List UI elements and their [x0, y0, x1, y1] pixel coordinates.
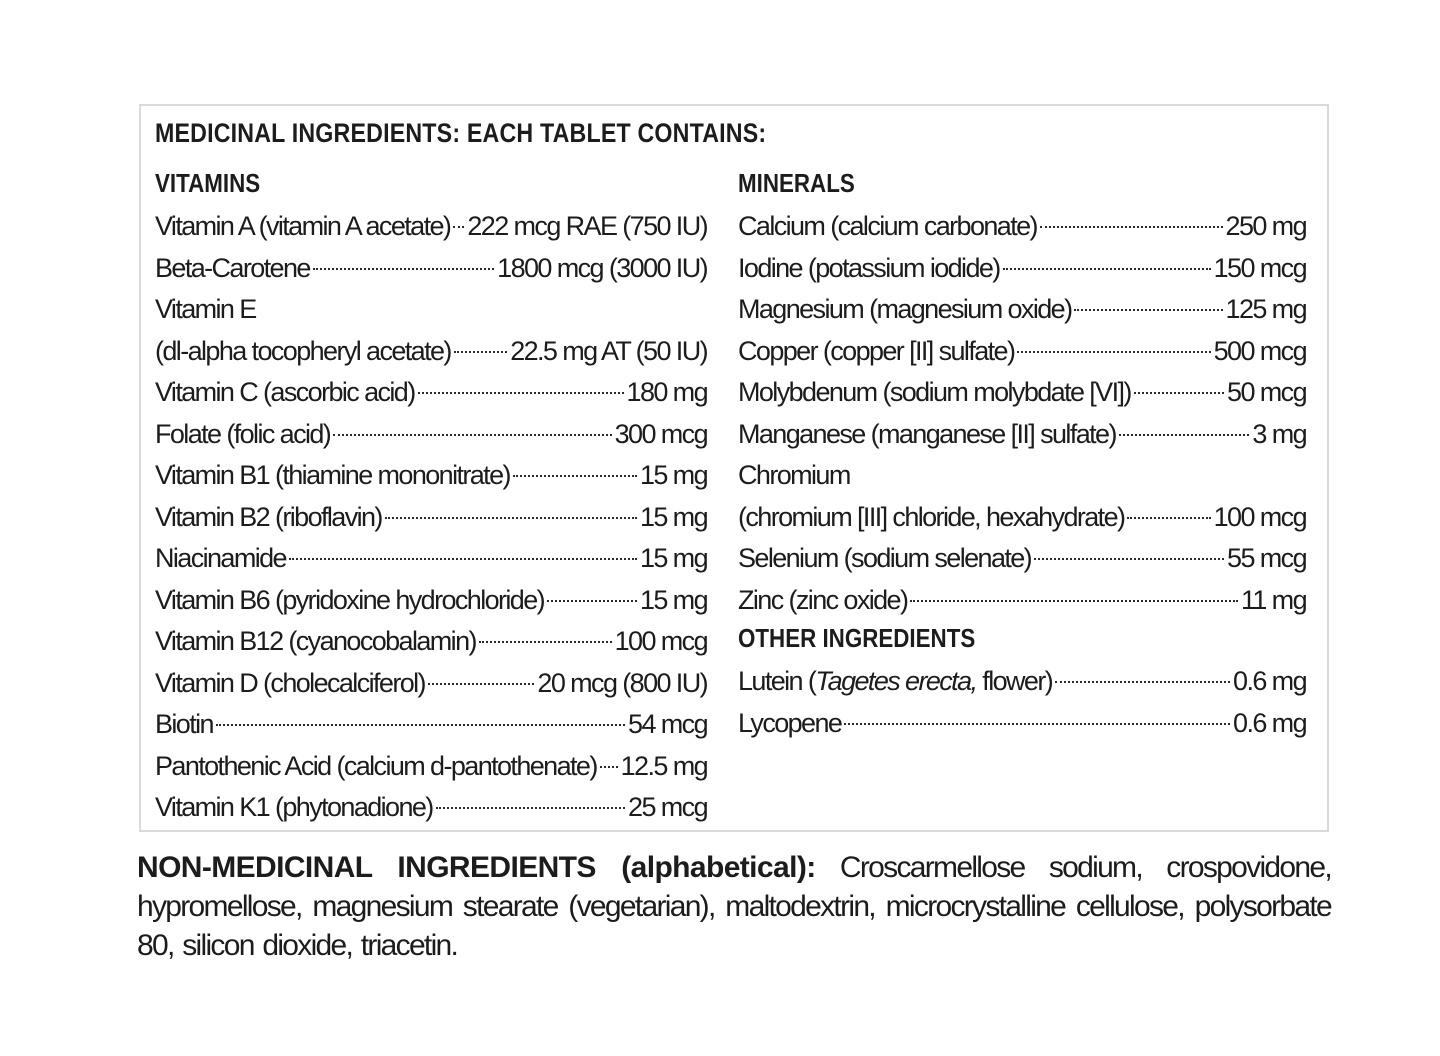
ingredient-name: Lutein (Tagetes erecta, flower): [738, 666, 1053, 696]
ingredient-amount: 15 mg: [639, 501, 707, 532]
ingredient-row: [738, 661, 1306, 703]
ingredient-amount: 20 mcg (800 IU): [537, 667, 707, 698]
leader-dots: [436, 807, 625, 809]
ingredient-name: Calcium (calcium carbonate): [738, 211, 1037, 241]
ingredient-row: [155, 331, 707, 373]
ingredient-row: [155, 497, 707, 539]
panel-title: MEDICINAL INGREDIENTS: EACH TABLET CONTAINS:: [155, 118, 767, 148]
leader-dots: [313, 268, 494, 270]
ingredient-amount: 0.6 mg: [1233, 666, 1306, 696]
ingredient-row: [155, 538, 707, 580]
ingredient-amount: 3 mg: [1252, 418, 1306, 449]
ingredient-row: [738, 497, 1306, 539]
ingredient-name: Biotin: [155, 709, 213, 739]
ingredient-name: Vitamin B1 (thiamine mononitrate): [155, 460, 510, 490]
leader-dots: [1134, 392, 1224, 394]
ingredient-name: Zinc (zinc oxide): [738, 584, 908, 615]
non-medicinal-ingredients: [137, 848, 1331, 965]
ingredient-row: [738, 538, 1306, 580]
leader-dots: [1017, 351, 1210, 353]
botanical-name: Tagetes erecta,: [815, 666, 977, 696]
ingredient-amount: 15 mg: [639, 543, 707, 573]
ingredient-name: Niacinamide: [155, 543, 286, 573]
ingredient-name: Molybdenum (sodium molybdate [VI]): [738, 377, 1131, 407]
ingredient-row: [155, 414, 707, 456]
ingredient-name: Folate (folic acid): [155, 418, 331, 449]
ingredient-name: Vitamin B6 (pyridoxine hydrochloride): [155, 584, 545, 615]
ingredient-name: Lycopene: [738, 707, 842, 738]
ingredient-amount: 100 mcg: [614, 626, 707, 656]
ingredient-amount: 222 mcg RAE (750 IU): [467, 211, 707, 241]
ingredient-name: Vitamin B2 (riboflavin): [155, 501, 382, 532]
leader-dots: [910, 600, 1238, 602]
leader-dots: [479, 641, 612, 643]
minerals-column: [738, 166, 1306, 744]
ingredient-amount: 1800 mcg (3000 IU): [497, 252, 707, 283]
ingredient-row: [155, 621, 707, 663]
ingredient-amount: 0.6 mg: [1233, 707, 1306, 738]
ingredient-row: [738, 372, 1306, 414]
ingredient-row: [155, 580, 707, 622]
ingredient-row: [155, 289, 707, 331]
leader-dots: [1119, 434, 1250, 436]
non-medicinal-label: NON-MEDICINAL INGREDIENTS (alphabetical):: [137, 851, 816, 884]
leader-dots: [513, 475, 637, 477]
ingredient-amount: 54 mcg: [628, 709, 707, 739]
leader-dots: [385, 517, 637, 519]
ingredient-row: [155, 455, 707, 497]
ingredient-amount: 100 mcg: [1213, 501, 1306, 532]
ingredient-name: Pantothenic Acid (calcium d-pantothenate): [155, 750, 597, 781]
ingredient-row: [155, 787, 707, 829]
ingredient-amount: 15 mg: [639, 584, 707, 615]
ingredient-amount: 500 mcg: [1213, 335, 1306, 366]
ingredient-name: Vitamin C (ascorbic acid): [155, 377, 415, 407]
ingredient-amount: 12.5 mg: [620, 750, 707, 781]
ingredient-row: [155, 663, 707, 705]
leader-dots: [216, 724, 625, 726]
leader-dots: [418, 392, 624, 394]
ingredient-amount: 11 mg: [1240, 584, 1306, 615]
ingredient-row: [738, 580, 1306, 622]
ingredient-row: [738, 206, 1306, 248]
leader-dots: [289, 558, 637, 560]
ingredient-row: [738, 331, 1306, 373]
ingredient-name: Manganese (manganese [II] sulfate): [738, 418, 1116, 449]
leader-dots: [547, 600, 637, 602]
vitamins-heading: VITAMINS: [155, 168, 261, 198]
ingredient-amount: 15 mg: [639, 460, 707, 490]
leader-dots: [333, 434, 611, 436]
leader-dots: [1055, 681, 1230, 683]
leader-dots: [1127, 517, 1210, 519]
ingredient-amount: 22.5 mg AT (50 IU): [510, 335, 707, 366]
ingredient-amount: 50 mcg: [1227, 377, 1306, 407]
ingredient-name: Selenium (sodium selenate): [738, 543, 1032, 573]
ingredient-amount: 55 mcg: [1227, 543, 1306, 573]
ingredient-row: [155, 206, 707, 248]
leader-dots: [600, 766, 618, 768]
leader-dots: [844, 723, 1230, 725]
ingredient-amount: 180 mg: [626, 377, 707, 407]
ingredient-row: [738, 248, 1306, 290]
ingredient-name: Chromium: [738, 460, 850, 490]
ingredient-row: [155, 746, 707, 788]
ingredient-amount: 25 mcg: [628, 792, 707, 822]
other-ingredients-heading: OTHER INGREDIENTS: [738, 623, 976, 653]
ingredient-row: [738, 703, 1306, 745]
minerals-heading: MINERALS: [738, 168, 855, 198]
leader-dots: [1074, 309, 1222, 311]
leader-dots: [428, 683, 535, 685]
leader-dots: [1003, 268, 1211, 270]
ingredient-amount: 150 mcg: [1213, 252, 1306, 283]
ingredient-name: Iodine (potassium iodide): [738, 252, 1000, 283]
ingredient-row: [155, 704, 707, 746]
leader-dots: [453, 226, 464, 228]
ingredient-amount: 125 mg: [1225, 294, 1306, 324]
ingredient-row: [738, 414, 1306, 456]
non-medicinal-text: Croscarmellose sodium, crospovidone, hypromellose, magnesium stearate (vegetarian), maltodextrin, microcrystalline cellulose, polysorbate 80, silicon dioxide, triacetin.: [137, 851, 1331, 962]
ingredient-name: Magnesium (magnesium oxide): [738, 294, 1072, 324]
ingredient-name: Vitamin E: [155, 294, 256, 324]
ingredient-name: Copper (copper [II] sulfate): [738, 335, 1015, 366]
vitamins-column: [155, 166, 707, 829]
leader-dots: [1040, 226, 1223, 228]
ingredient-row: [738, 455, 1306, 497]
ingredient-name: Vitamin K1 (phytonadione): [155, 792, 433, 822]
ingredient-name: (dl-alpha tocopheryl acetate): [155, 335, 451, 366]
ingredient-name: (chromium [III] chloride, hexahydrate): [738, 501, 1125, 532]
leader-dots: [1034, 558, 1224, 560]
ingredient-row: [155, 248, 707, 290]
ingredient-amount: 300 mcg: [614, 418, 707, 449]
ingredient-row: [738, 289, 1306, 331]
ingredient-name: Vitamin A (vitamin A acetate): [155, 211, 451, 241]
ingredient-name: Vitamin B12 (cyanocobalamin): [155, 626, 476, 656]
ingredient-name: Vitamin D (cholecalciferol): [155, 667, 425, 698]
leader-dots: [454, 351, 507, 353]
ingredient-row: [155, 372, 707, 414]
ingredient-name: Beta-Carotene: [155, 252, 310, 283]
ingredient-amount: 250 mg: [1225, 211, 1306, 241]
